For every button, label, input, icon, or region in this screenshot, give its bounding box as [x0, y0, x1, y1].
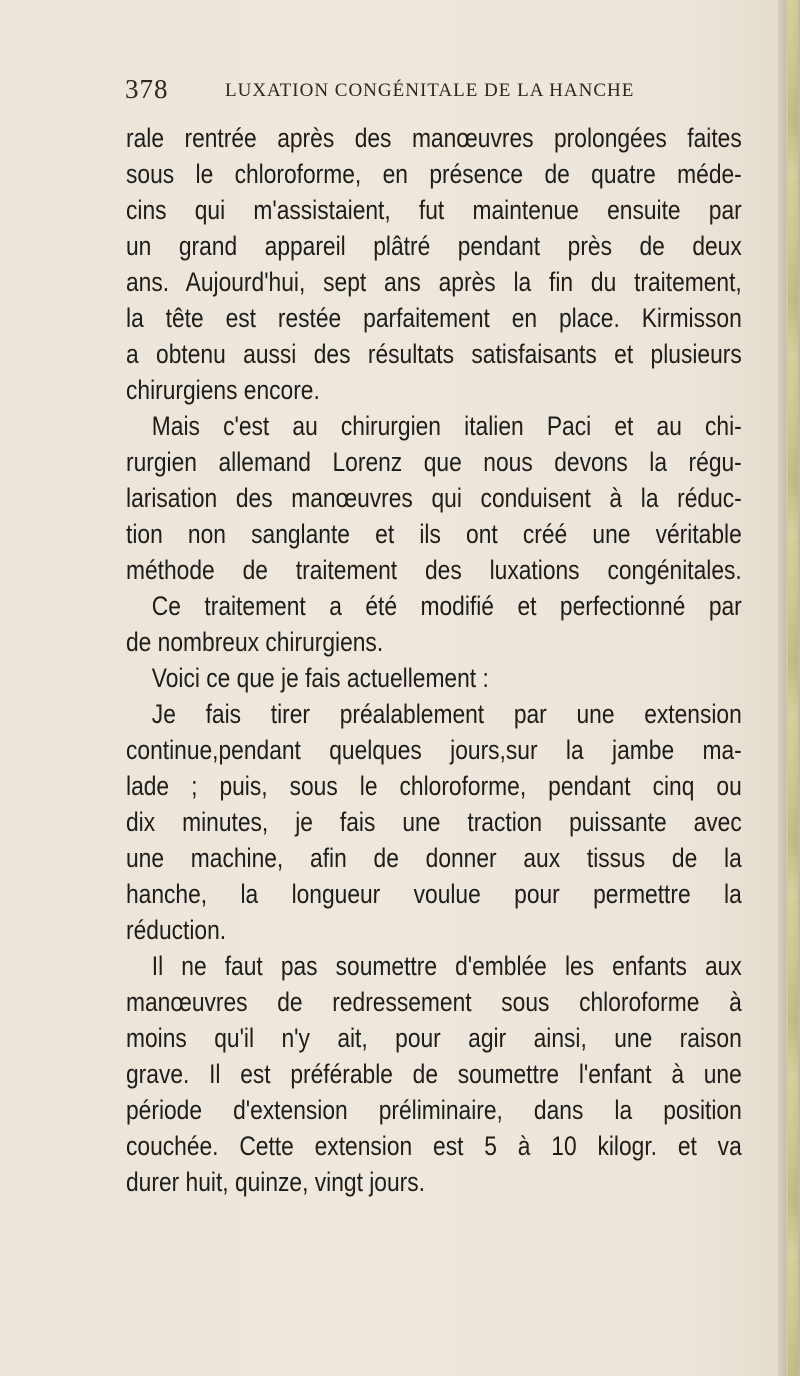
- text-line: manœuvres de redressement sous chloroforme à: [126, 987, 742, 1017]
- text-line: un grand appareil plâtré pendant près de deux: [126, 231, 742, 261]
- text-line: lade ; puis, sous le chloroforme, pendant cinq ou: [126, 771, 742, 801]
- text-line: tion non sanglante et ils ont créé une véritable: [126, 519, 742, 549]
- text-line: sous le chloroforme, en présence de quatre méde-: [126, 159, 742, 189]
- page-number: 378: [125, 74, 169, 104]
- text-line: Ce traitement a été modifié et perfectionné par: [151, 591, 742, 621]
- text-line: larisation des manœuvres qui conduisent à la réduc-: [126, 483, 742, 513]
- page-header: [125, 74, 665, 110]
- text-line: continue,pendant quelques jours,sur la jambe ma-: [126, 735, 742, 765]
- text-line: rurgien allemand Lorenz que nous devons la régu-: [126, 447, 742, 477]
- text-line: a obtenu aussi des résultats satisfaisants et plusieurs: [126, 339, 742, 369]
- text-line: Je fais tirer préalablement par une extension: [151, 699, 742, 729]
- text-line: Voici ce que je fais actuellement :: [151, 663, 489, 693]
- text-line: ans. Aujourd'hui, sept ans après la fin du traitement,: [126, 267, 742, 297]
- text-line: rale rentrée après des manœuvres prolongées faites: [126, 123, 742, 153]
- text-line: hanche, la longueur voulue pour permettre la: [126, 879, 742, 909]
- text-line: une machine, afin de donner aux tissus de la: [126, 843, 742, 873]
- text-line: de nombreux chirurgiens.: [126, 627, 384, 657]
- page-edge-accent: [788, 0, 798, 1376]
- text-line: période d'extension préliminaire, dans la position: [126, 1095, 742, 1125]
- text-line: couchée. Cette extension est 5 à 10 kilogr. et va: [126, 1131, 742, 1161]
- text-line: grave. Il est préférable de soumettre l'enfant à une: [126, 1059, 742, 1089]
- running-title: LUXATION CONGÉNITALE DE LA HANCHE: [225, 80, 635, 101]
- text-line: méthode de traitement des luxations congénitales.: [126, 555, 742, 585]
- text-line: cins qui m'assistaient, fut maintenue ensuite par: [126, 195, 742, 225]
- text-line: Il ne faut pas soumettre d'emblée les enfants aux: [151, 951, 742, 981]
- text-line: moins qu'il n'y ait, pour agir ainsi, une raison: [126, 1023, 742, 1053]
- text-line: Mais c'est au chirurgien italien Paci et au chi-: [151, 411, 742, 441]
- text-line: chirurgiens encore.: [126, 375, 320, 405]
- text-line: durer huit, quinze, vingt jours.: [126, 1167, 425, 1197]
- text-line: réduction.: [126, 915, 227, 945]
- body-text: [126, 120, 742, 1200]
- text-line: dix minutes, je fais une traction puissante avec: [126, 807, 742, 837]
- text-line: la tête est restée parfaitement en place. Kirmisson: [126, 303, 742, 333]
